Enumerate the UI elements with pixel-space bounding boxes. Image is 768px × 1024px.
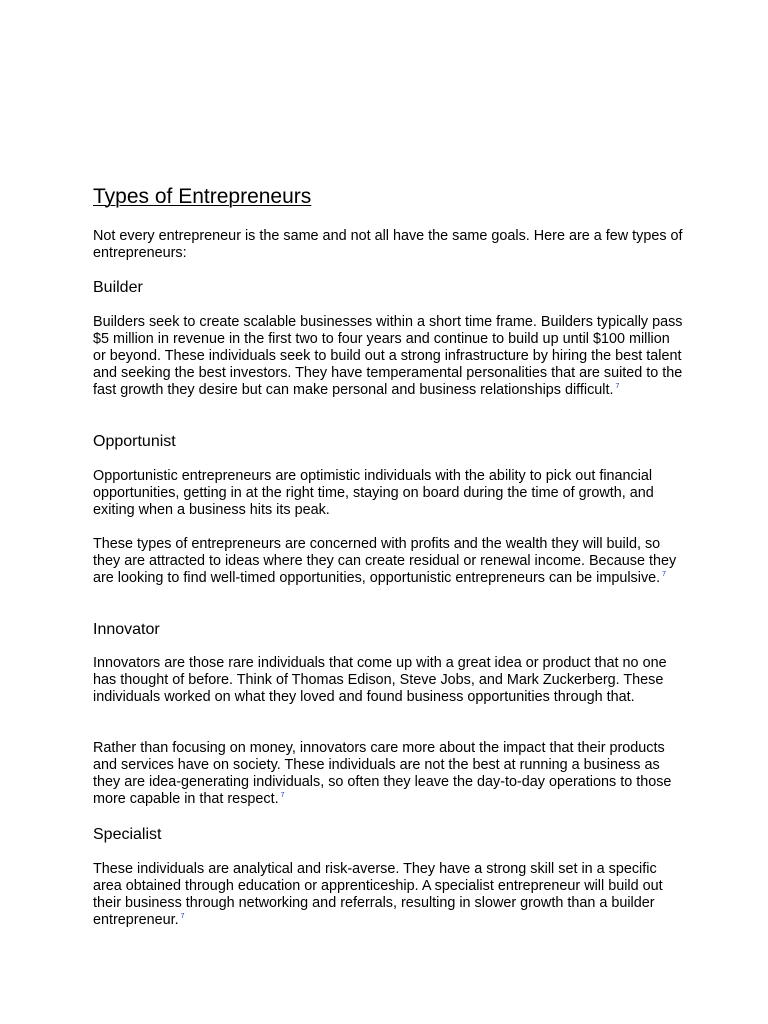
section-heading-builder: Builder [93, 279, 143, 296]
innovator-paragraph-1: Innovators are those rare individuals that come up with a great idea or product that no one has thought of before. Think of Thomas Edison, Steve Jobs, and Mark Zuckerberg. These individuals worked on what they loved and found business opportunities through that. [93, 655, 667, 705]
opportunist-paragraph-2: These types of entrepreneurs are concerned with profits and the wealth they will build, so they are attracted to ideas where they can create residual or renewal income. Because they are looking to find well-timed opportunities, opportunistic entrepreneurs can be impulsive. $^7$ [93, 536, 677, 586]
footnote-reference[interactable]: 7 [662, 571, 667, 579]
section-heading-specialist: Specialist [93, 826, 162, 843]
footnote-reference[interactable]: 7 [615, 383, 620, 391]
page-title: Types of Entrepreneurs [93, 185, 312, 208]
specialist-paragraph-1: These individuals are analytical and risk-averse. They have a strong skill set in a specific area obtained through education or apprenticeship. A specialist entrepreneur will build out their business through networking and referrals, resulting in slower growth than a builder entrepreneur. $^7$ [93, 861, 663, 928]
footnote-reference[interactable]: 7 [280, 792, 285, 800]
innovator-paragraph-2: Rather than focusing on money, innovators care more about the impact that their products and services have on society. These individuals are not the best at running a business as they are idea-generating individuals, so often they leave the day-to-day operations to those more capable in that respect. $^7$ [93, 740, 672, 807]
opportunist-paragraph-1: Opportunistic entrepreneurs are optimistic individuals with the ability to pick out financial opportunities, getting in at the right time, staying on board during the time of growth, and exiting when a business hits its peak. [93, 468, 654, 518]
builder-paragraph-1: Builders seek to create scalable businesses within a short time frame. Builders typically pass $5 million in revenue in the first two to four years and continue to build up until $100 million or beyond. These individuals seek to build out a strong infrastructure by hiring the best talent and seeking the best investors. They have temperamental personalities that are suited to the fast growth they desire but can make personal and business relationships difficult. $^7$ [93, 314, 683, 398]
footnote-reference[interactable]: 7 [180, 913, 185, 921]
intro-paragraph: Not every entrepreneur is the same and not all have the same goals. Here are a few types of entrepreneurs: [93, 228, 683, 261]
section-heading-opportunist: Opportunist [93, 433, 176, 450]
section-heading-innovator: Innovator [93, 621, 160, 638]
